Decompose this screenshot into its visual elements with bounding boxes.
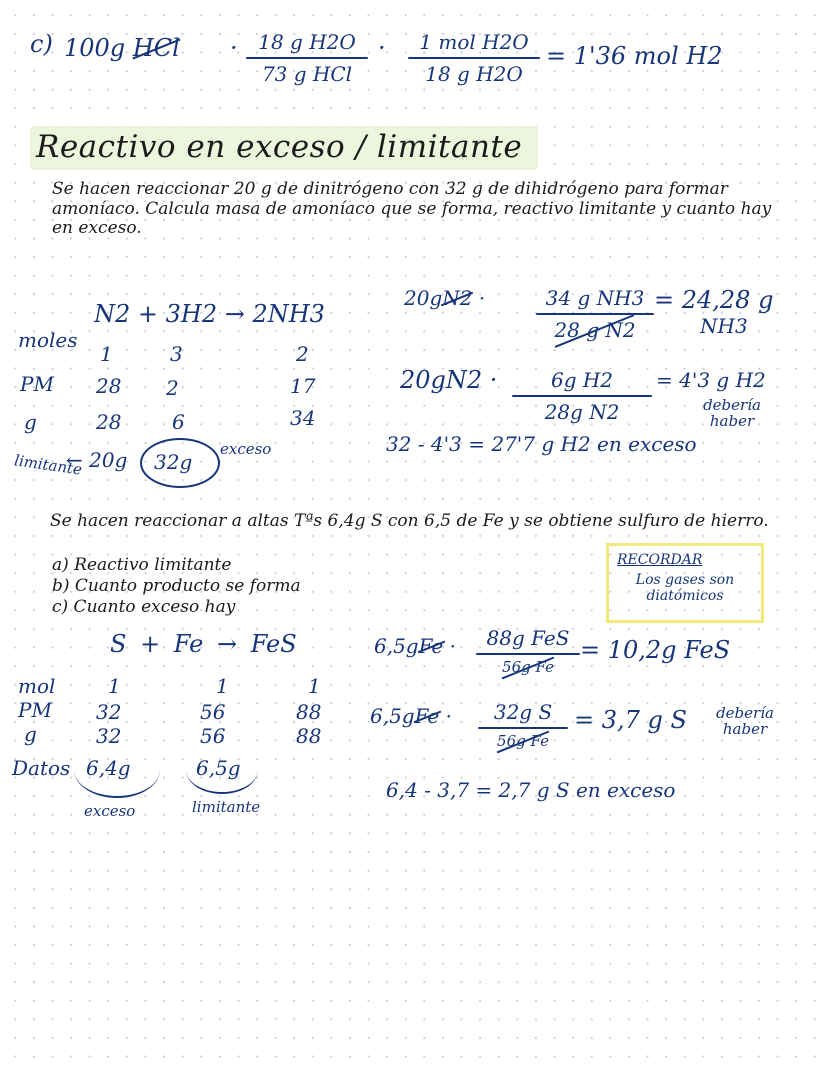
p2-calc2-bar [478, 727, 568, 729]
pm-fes: 88 [296, 700, 322, 724]
calc2-note: debería haber [703, 396, 761, 430]
row-label-moles: moles [18, 328, 78, 352]
problem-2-item-c: c) Cuanto exceso hay [52, 597, 236, 617]
p2-calc1-denominator: 56g Fe [502, 658, 554, 676]
grams-nh3: 34 [290, 406, 316, 430]
pm-h2: 2 [166, 376, 179, 400]
calc1-fraction [536, 286, 654, 342]
recordar-box [606, 543, 764, 623]
p2-calc2-result: = 3,7 g S [574, 706, 687, 734]
grams-fes: 88 [296, 724, 322, 748]
problem-1-statement: Se hacen reaccionar 20 g de dinitrógeno con 32 g de dihidrógeno para formar amoníaco. Calcula masa de amoníaco que se forma, reactivo limitante y cuanto hay en exceso. [52, 179, 772, 239]
problem-1-equation: N2 + 3H2 → 2NH3 [94, 300, 325, 328]
data-h2: 32g [154, 450, 193, 474]
mol-s: 1 [108, 674, 121, 698]
p2-calc1-result: = 10,2g FeS [580, 636, 731, 664]
limitante-label: limitante [13, 451, 84, 479]
calc2-start: 20gN2 · [400, 366, 498, 394]
p2-calc2-start: 6,5gFe · [370, 704, 452, 728]
mol-fe: 1 [216, 674, 229, 698]
calc1-result: = 24,28 g [654, 286, 774, 314]
calc1-numerator: 34 g NH3 [545, 286, 645, 310]
calc1-start-species-crossed: N2 [442, 286, 473, 310]
fraction-1-denominator: 73 g HCl [261, 62, 353, 86]
problem-2-item-a: a) Reactivo limitante [52, 555, 232, 575]
p2-calc1-fraction [476, 626, 580, 676]
calc2-result: = 4'3 g H2 [656, 368, 766, 392]
grams-s: 32 [96, 724, 122, 748]
data-n2: ← 20g [66, 448, 128, 472]
calc1-denominator: 28 g N2 [554, 318, 636, 342]
problem-2-item-b: b) Cuanto producto se forma [52, 576, 301, 596]
problem-2-excess-line: 6,4 - 3,7 = 2,7 g S en exceso [386, 778, 676, 802]
row-label-mol: mol [18, 674, 56, 698]
p2-calc2-numerator: 32g S [493, 700, 553, 724]
fraction-2-denominator: 18 g H2O [425, 62, 523, 86]
pm-n2: 28 [96, 374, 122, 398]
row-label-pm: PM [20, 372, 54, 396]
row-label-pm-2: PM [18, 698, 52, 722]
start-amount [64, 36, 180, 60]
multiply-dot-2: · [378, 34, 386, 62]
fraction-2-bar [408, 57, 540, 59]
p2-calc2-denominator: 56g Fe [497, 732, 549, 750]
pm-s: 32 [96, 700, 122, 724]
calc2-numerator: 6g H2 [550, 368, 614, 392]
grams-h2: 6 [172, 410, 185, 434]
row-label-datos: Datos [12, 756, 71, 780]
problem-2-statement: Se hacen reaccionar a altas Tªs 6,4g S con 6,5 de Fe y se obtiene sulfuro de hierro. [50, 511, 769, 531]
problem-2-equation: S + Fe → FeS [110, 630, 297, 658]
p2-calc1-numerator: 88g FeS [486, 626, 570, 650]
calc1-start-quantity: 20g [404, 286, 443, 310]
top-result: = 1'36 mol H2 [546, 42, 723, 70]
p2-calc2-start-species-crossed: Fe [414, 704, 440, 728]
p2-calc2-note: debería haber [716, 704, 774, 738]
multiply-dot: · [230, 34, 238, 62]
fraction-2-numerator: 1 mol H2O [419, 30, 529, 54]
p2-calc1-start-quantity: 6,5g [374, 634, 419, 658]
row-label-g-2: g [24, 722, 37, 746]
mol-fes: 1 [308, 674, 321, 698]
calc1-bar [536, 313, 654, 315]
moles-h2: 3 [170, 342, 183, 366]
item-label-c: c) [30, 30, 53, 58]
p2-calc1-start: 6,5gFe · [374, 634, 456, 658]
calc1-start: 20gN2 · [404, 286, 486, 310]
pm-fe: 56 [200, 700, 226, 724]
recordar-body: Los gases son diatómicos [635, 572, 735, 605]
exceso-label-2: exceso [84, 802, 136, 820]
recordar-title: RECORDAR [617, 552, 703, 568]
grams-fe: 56 [200, 724, 226, 748]
calc2-bar [512, 395, 652, 397]
p2-calc1-bar [476, 653, 580, 655]
row-label-g: g [24, 410, 37, 434]
arc-under-fe [186, 770, 258, 794]
fraction-1 [246, 30, 368, 86]
p2-calc1-start-species-crossed: Fe [418, 634, 444, 658]
pm-nh3: 17 [290, 374, 316, 398]
p2-calc2-start-quantity: 6,5g [370, 704, 415, 728]
p2-calc2-fraction [478, 700, 568, 750]
problem-1-excess-line: 32 - 4'3 = 27'7 g H2 en exceso [386, 432, 697, 456]
arc-under-s [74, 770, 160, 798]
data-s: 6,4g [86, 756, 131, 780]
start-species-crossed: HCl [132, 34, 180, 62]
calc1-result-unit: NH3 [700, 314, 748, 338]
exceso-label-1: exceso [220, 440, 272, 458]
moles-n2: 1 [100, 342, 113, 366]
data-fe: 6,5g [196, 756, 241, 780]
limitante-label-2: limitante [192, 798, 261, 816]
grams-n2: 28 [96, 410, 122, 434]
fraction-1-bar [246, 57, 368, 59]
start-quantity: 100g [64, 34, 126, 62]
fraction-1-numerator: 18 g H2O [258, 30, 356, 54]
fraction-2 [408, 30, 540, 86]
section-title: Reactivo en exceso / limitante [36, 129, 523, 165]
moles-nh3: 2 [296, 342, 309, 366]
calc2-fraction [512, 368, 652, 424]
calc2-denominator: 28g N2 [544, 400, 620, 424]
